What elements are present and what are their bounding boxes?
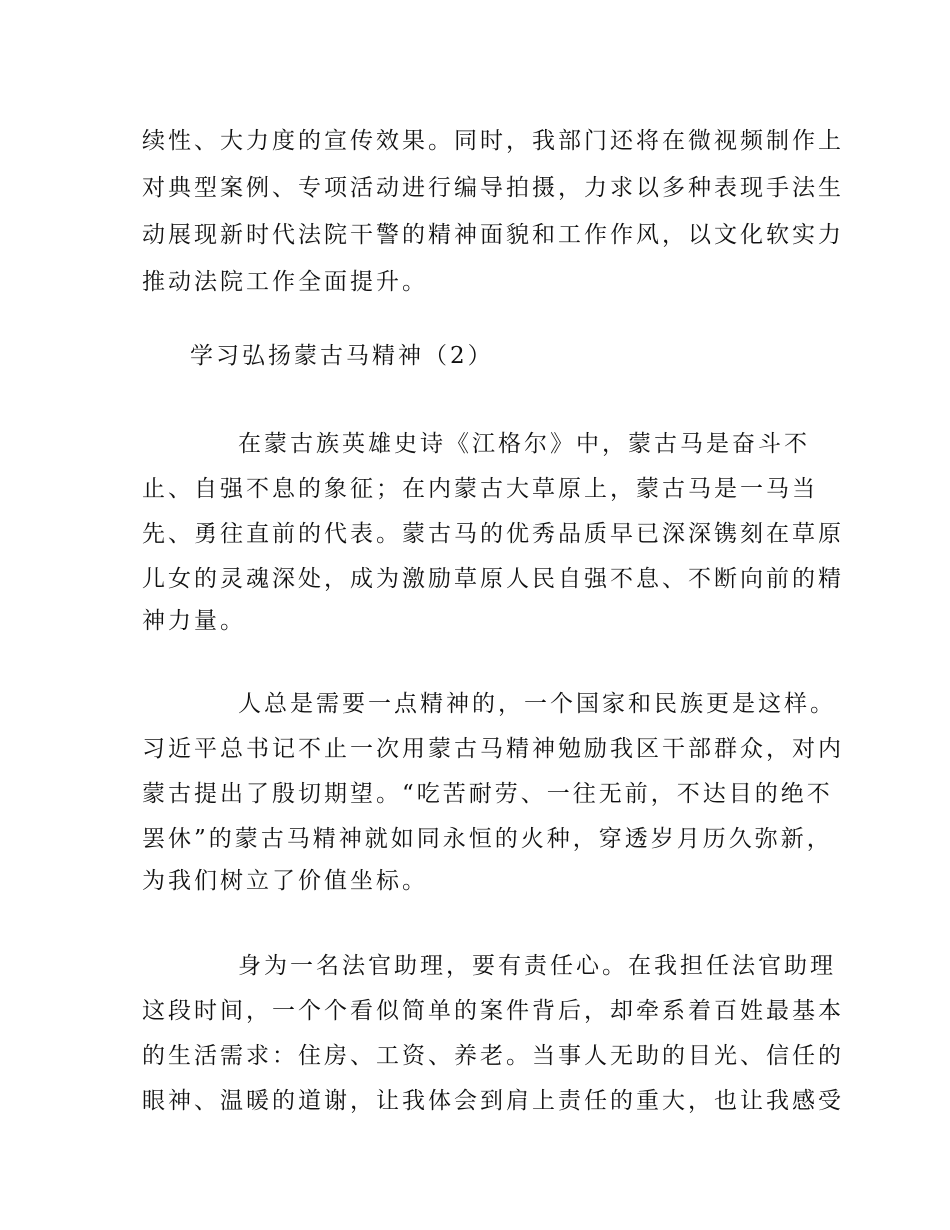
paragraph-line: 在蒙古族英雄史诗《江格尔》中，蒙古马是奋斗不: [238, 431, 810, 457]
paragraph-line: 神力量。: [142, 608, 246, 634]
paragraph-line: 这段时间，一个个看似简单的案件背后，却牵系着百姓最基本: [142, 998, 844, 1024]
paragraph-line: 止、自强不息的象征；在内蒙古大草原上，蒙古马是一马当: [142, 476, 818, 502]
paragraph-line: 习近平总书记不止一次用蒙古马精神勉励我区干部群众，对内: [142, 736, 844, 762]
paragraph-line: 动展现新时代法院干警的精神面貌和工作作风，以文化软实力: [142, 222, 844, 248]
paragraph-line: 罢休”的蒙古马精神就如同永恒的火种，穿透岁月历久弥新，: [142, 826, 833, 852]
paragraph-line: 儿女的灵魂深处，成为激励草原人民自强不息、不断向前的精: [142, 566, 844, 592]
paragraph-line: 蒙古提出了殷切期望。“吃苦耐劳、一往无前，不达目的绝不: [142, 781, 833, 807]
paragraph-line: 为我们树立了价值坐标。: [142, 868, 428, 894]
paragraph-line: 对典型案例、专项活动进行编导拍摄，力求以多种表现手法生: [142, 175, 844, 201]
section-title: 学习弘扬蒙古马精神（2）: [190, 343, 494, 369]
paragraph-line: 先、勇往直前的代表。蒙古马的优秀品质早已深深镌刻在草原: [142, 521, 844, 547]
paragraph-line: 续性、大力度的宣传效果。同时，我部门还将在微视频制作上: [142, 128, 844, 154]
paragraph-line: 人总是需要一点精神的，一个国家和民族更是这样。: [238, 691, 836, 717]
paragraph-line: 身为一名法官助理，要有责任心。在我担任法官助理: [238, 953, 836, 979]
paragraph-line: 眼神、温暖的道谢，让我体会到肩上责任的重大，也让我感受: [142, 1088, 844, 1114]
paragraph-line: 推动法院工作全面提升。: [142, 269, 428, 295]
paragraph-line: 的生活需求：住房、工资、养老。当事人无助的目光、信任的: [142, 1043, 844, 1069]
